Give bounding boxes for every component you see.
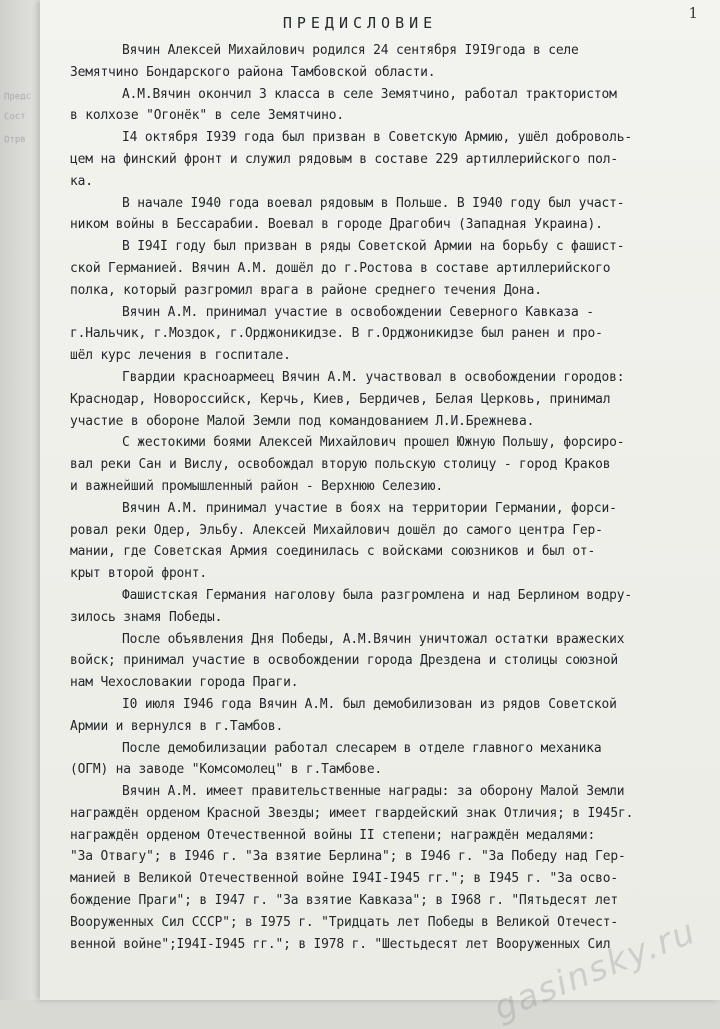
text-line: ской Германией. Вячин А.М. дошёл до г.Ростова в составе артиллерийского: [70, 260, 611, 276]
text-line: ка.: [70, 173, 93, 189]
text-line: ником войны в Бессарабии. Воевал в городе Драгобич (Западная Украина).: [70, 217, 603, 233]
page-number: 1: [688, 4, 698, 22]
text-line: Армии и вернулся в г.Тамбов.: [70, 718, 284, 734]
text-line: нам Чехословакии города Праги.: [70, 675, 299, 691]
paragraph-first-line: Вячин А.М. принимал участие в освобождении Северного Кавказа -: [122, 304, 594, 320]
text-line: "За Отвагу"; в I946 г. "За взятие Берлина"; в I946 г. "За Победу над Гер-: [70, 849, 626, 865]
text-line: награждён орденом Отечественной войны II степени; награждён медалями:: [70, 827, 596, 843]
text-line: и важнейший промышленный район - Верхнюю Селезию.: [70, 478, 443, 494]
page-title: ПРЕДИСЛОВИЕ: [282, 14, 438, 32]
paragraph-first-line: Вячин А.М. принимал участие в боях на территории Германии, форси-: [122, 500, 617, 516]
paragraph-first-line: Фашистская Германия наголову была разгромлена и над Берлином водру-: [122, 587, 632, 603]
text-line: участие в обороне Малой Земли под командованием Л.И.Брежнева.: [70, 413, 535, 429]
text-line: ровал реки Одер, Эльбу. Алексей Михайлович дошёл до самого центра Гер-: [70, 522, 603, 538]
paragraph-first-line: После демобилизации работал слесарем в отделе главного механика: [122, 740, 602, 756]
text-line: Земятчино Бондарского района Тамбовской области.: [70, 64, 436, 80]
paragraph-first-line: Гвардии красноармеец Вячин А.М. участвовал в освобождении городов:: [122, 369, 625, 385]
watermark: gasinsky.ru: [487, 911, 702, 1029]
paragraph-first-line: Вячин Алексей Михайлович родился 24 сентября I9I9года в селе: [122, 43, 579, 58]
paragraph-first-line: В начале I940 года воевал рядовым в Польше. В I940 году был участ-: [122, 195, 625, 211]
text-line: г.Нальчик, г.Моздок, г.Орджоникидзе. В г.Орджоникидзе был ранен и про-: [70, 326, 603, 342]
text-line: мании, где Советская Армия соединилась с войсками союзников и был от-: [70, 544, 596, 560]
text-line: полка, который разгромил врага в районе среднего течения Дона.: [70, 282, 542, 298]
text-line: шёл курс лечения в госпитале.: [70, 348, 291, 364]
paragraph-first-line: После объявления Дня Победы, А.М.Вячин уничтожал остатки вражеских: [122, 631, 625, 647]
text-line: награждён орденом Красной Звезды; имеет гвардейский знак Отличия; в I945г.: [70, 805, 634, 821]
paragraph-first-line: I0 июля I946 года Вячин А.М. был демобилизован из рядов Советской: [122, 696, 617, 712]
document-body: [70, 40, 715, 955]
text-line: венной войне";I94I-I945 гг."; в I978 г. "Шестьдесят лет Вооруженных Сил: [70, 936, 611, 952]
document-page: [40, 0, 720, 1029]
text-line: бождение Праги"; в I947 г. "За взятие Кавказа"; в I968 г. "Пятьдесят лет: [70, 893, 618, 909]
paragraph-first-line: С жестокими боями Алексей Михайлович прошел Южную Польшу, форсиро-: [122, 435, 625, 451]
paragraph-first-line: Вячин А.М. имеет правительственные награды: за оборону Малой Земли: [122, 784, 625, 800]
text-line: вал реки Сан и Вислу, освобождал вторую польскую столицу - город Краков: [70, 457, 611, 473]
text-line: цем на финский фронт и служил рядовым в составе 229 артиллерийского пол-: [70, 151, 618, 167]
text-line: Вооруженных Сил СССР"; в I975 г. "Тридцать лет Победы в Великой Отечест-: [70, 914, 618, 930]
text-line: в колхозе "Огонёк" в селе Земятчино.: [70, 108, 344, 124]
text-line: Краснодар, Новороссийск, Керчь, Киев, Бердичев, Белая Церковь, принимал: [70, 391, 611, 407]
text-line: (ОГМ) на заводе "Комсомолец" в г.Тамбове.: [70, 762, 383, 778]
text-line: войск; принимал участие в освобождении города Дрездена и столицы союзной: [70, 653, 618, 669]
paragraph-first-line: I4 октября I939 года был призван в Советскую Армию, ушёл доброволь-: [122, 130, 632, 146]
paragraph-first-line: А.М.Вячин окончил 3 класса в селе Земятчино, работал трактористом: [122, 86, 617, 102]
underlying-page-edge: Предс Сост Отрв: [0, 0, 56, 1000]
paragraph-first-line: В I94I году был призван в ряды Советской Армии на борьбу с фашист-: [122, 239, 625, 255]
text-line: крыт второй фронт.: [70, 566, 207, 582]
text-line: манией в Великой Отечественной войне I94I-I945 гг."; в I945 г. "За осво-: [70, 871, 618, 887]
text-line: зилось знамя Победы.: [70, 609, 223, 625]
